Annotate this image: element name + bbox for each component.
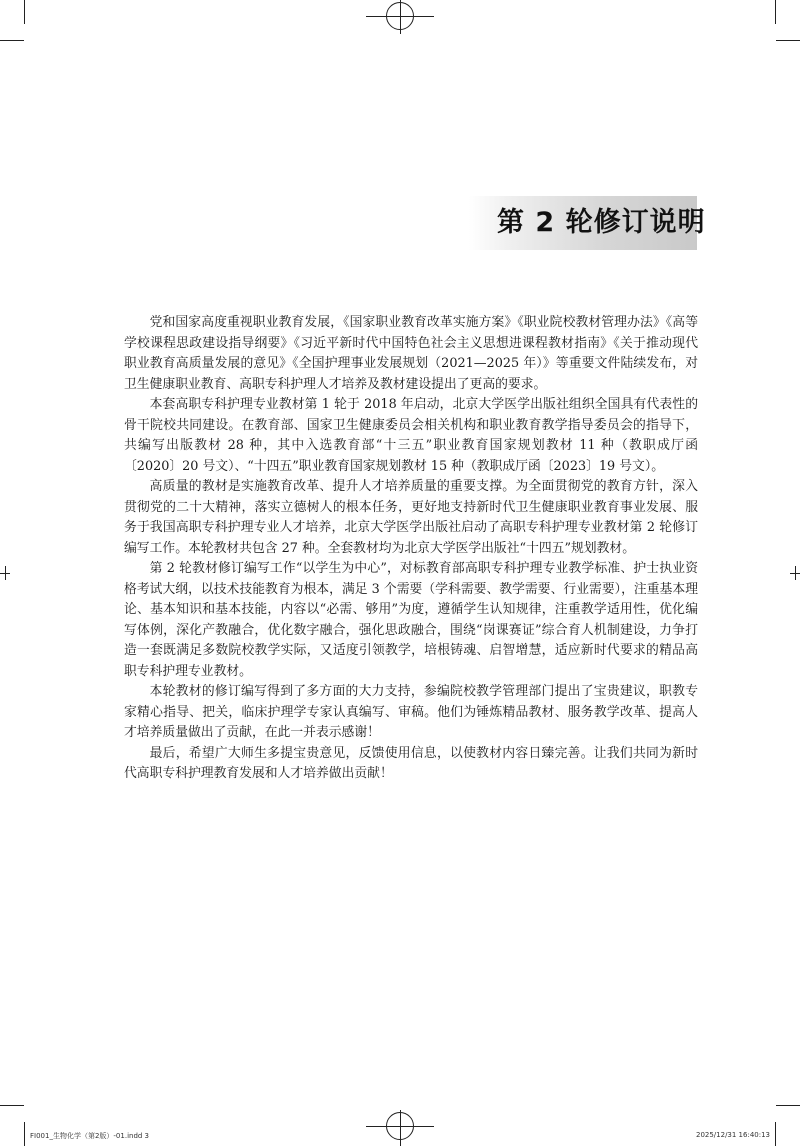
paragraph: 第 2 轮教材修订编写工作“以学生为中心”，对标教育部高职专科护理专业教学标准、护士执业资格考试大纲，以技术技能教育为根本，满足 3 个需要（学科需要、教学需要、行业需要），注重基本理论、基本知识和基本技能，内容以“必需、够用”为度，遵循学生认知规律，注重教学适用性，优化编写体例，深化产教融合，优化数字融合，强化思政融合，围绕“岗课赛证”综合育人机制建设，力争打造一套既满足多数院校教学实际，又适度引领教学，培根铸魂、启智增慧，适应新时代要求的精品高职专科护理专业教材。 [124,561,698,679]
footer-file-name: FI001_生物化学（第2版）-01.indd 3 [30,1132,150,1140]
footer-timestamp: 2025/12/31 16:40:13 [695,1131,770,1139]
paragraph: 最后，希望广大师生多提宝贵意见，反馈使用信息，以使教材内容日臻完善。让我们共同为新时代高职专科护理教育发展和人才培养做出贡献！ [124,745,698,781]
crop-mark [24,0,25,24]
body-text [124,313,698,785]
crop-mark [24,1122,25,1146]
paragraph: 高质量的教材是实施教育改革、提升人才培养质量的重要支撑。为全面贯彻党的教育方针，深入贯彻党的二十大精神，落实立德树人的根本任务，更好地支持新时代卫生健康职业教育事业发展、服务于我国高职专科护理专业人才培养，北京大学医学出版社启动了高职专科护理专业教材第 2 轮修订编写工作。本轮教材共包含 27 种。全套教材均为北京大学医学出版社“十四五”规划教材。 [124,479,698,556]
crop-mark [775,0,776,24]
crop-mark [0,1105,24,1106]
paragraph: 本套高职专科护理专业教材第 1 轮于 2018 年启动，北京大学医学出版社组织全国具有代表性的骨干院校共同建设。在教育部、国家卫生健康委员会相关机构和职业教育教学指导委员会的指导下，共编写出版教材 28 种，其中入选教育部“十三五”职业教育国家规划教材 11 种（教职成厅函〔2020〕20 号文）、“十四五”职业教育国家规划教材 15 种（教职成厅函〔2023〕19 号文）。 [124,397,698,474]
crop-mark [0,40,24,41]
crop-mark [775,1122,776,1146]
crop-mark [776,1105,800,1106]
paragraph: 本轮教材的修订编写得到了多方面的大力支持，参编院校教学管理部门提出了宝贵建议，职教专家精心指导、把关，临床护理学专家认真编写、审稿。他们为锤炼精品教材、服务教学改革、提高人才培养质量做出了贡献，在此一并表示感谢！ [124,684,698,740]
crop-mark [776,40,800,41]
page-title: 第 2 轮修订说明 [497,207,706,238]
paragraph: 党和国家高度重视职业教育发展，《国家职业教育改革实施方案》《职业院校教材管理办法》《高等学校课程思政建设指导纲要》《习近平新时代中国特色社会主义思想进课程教材指南》《关于推动现代职业教育高质量发展的意见》《全国护理事业发展规划（2021—2025 年）》等重要文件陆续发布，对卫生健康职业教育、高职专科护理人才培养及教材建设提出了更高的要求。 [124,315,698,392]
